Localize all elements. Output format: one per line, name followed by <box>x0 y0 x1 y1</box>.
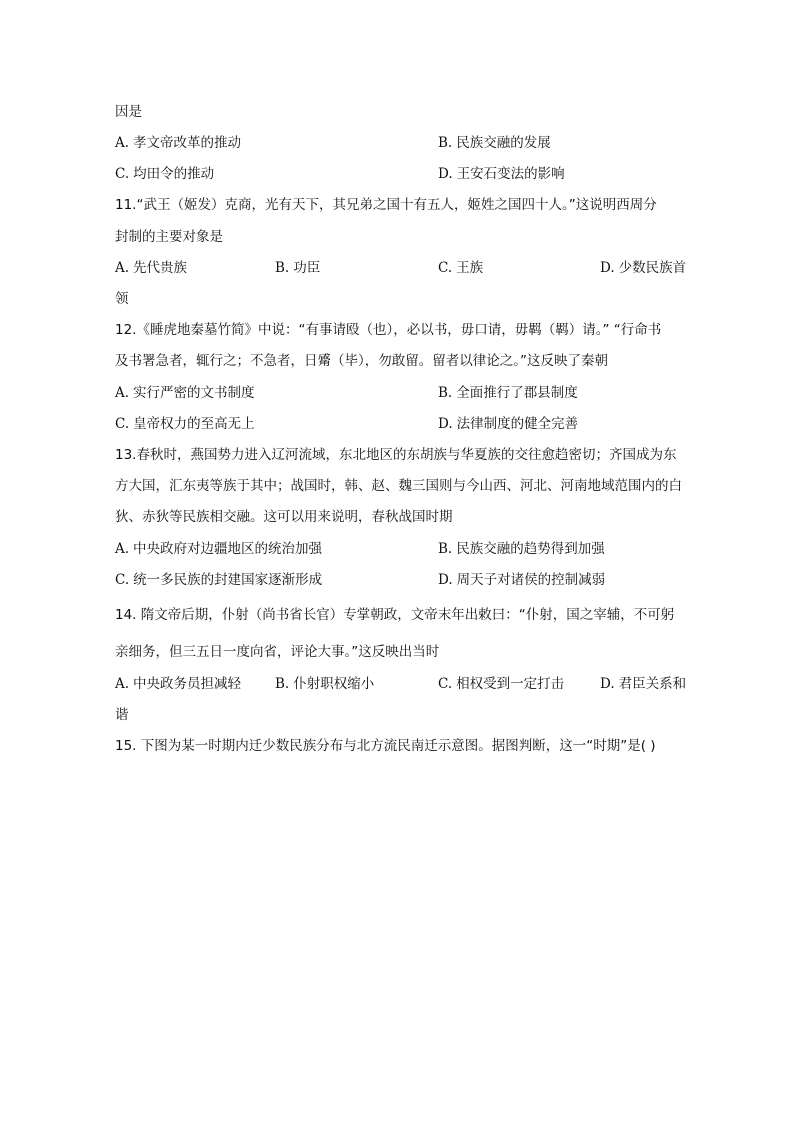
q14-option-a: A. 中央政务员担减轻 <box>115 676 242 692</box>
q12-option-c: C. 皇帝权力的至高无上 <box>115 416 255 432</box>
q13-option-b: B. 民族交融的趋势得到加强 <box>438 541 605 557</box>
q13-option-d: D. 周天子对诸侯的控制减弱 <box>438 572 606 588</box>
q14-stem-line1: 14. 隋文帝后期，仆射（尚书省长官）专掌朝政，文帝末年出敕曰：“仆射，国之宰辅，不可躬 <box>115 607 675 623</box>
q14-stem-line2: 亲细务，但三五日一度向省，评论大事。”这反映出当时 <box>115 644 440 660</box>
q12-option-b: B. 全面推行了郡县制度 <box>438 385 578 401</box>
q13-option-a: A. 中央政府对边疆地区的统治加强 <box>115 541 323 557</box>
q15-stem-line1: 15. 下图为某一时期内迁少数民族分布与北方流民南迁示意图。据图判断，这一“时期”是( ) <box>115 738 656 754</box>
q11-option-d-wrap: 领 <box>115 291 129 307</box>
q10-option-a: A. 孝文帝改革的推动 <box>115 135 242 151</box>
q11-stem-line1: 11.“武王（姬发）克商，光有天下，其兄弟之国十有五人，姬姓之国四十人。”这说明西周分 <box>115 197 657 213</box>
q12-option-a: A. 实行严密的文书制度 <box>115 385 255 401</box>
q10-option-b: B. 民族交融的发展 <box>438 135 551 151</box>
q11-option-a: A. 先代贵族 <box>115 260 188 276</box>
q13-stem-line2: 方大国，汇东夷等族于其中；战国时，韩、赵、魏三国则与今山西、河北、河南地域范围内的白 <box>115 478 682 494</box>
q11-option-c: C. 王族 <box>438 260 484 276</box>
q14-option-d: D. 君臣关系和 <box>600 676 687 692</box>
q14-option-b: B. 仆射职权缩小 <box>275 676 375 692</box>
q11-stem-line2: 封制的主要对象是 <box>115 229 223 245</box>
q11-option-b: B. 功臣 <box>275 260 321 276</box>
q11-option-d: D. 少数民族首 <box>600 260 687 276</box>
q12-stem-line1: 12.《睡虎地秦墓竹简》中说：“有事请殴（也），必以书，毋口请，毋羁（羁）请。” “行命书 <box>115 322 662 338</box>
q14-option-d-wrap: 谐 <box>115 707 129 723</box>
q12-stem-line2: 及书署急者，辄行之；不急者，日觱（毕），勿敢留。留者以律论之。”这反映了秦朝 <box>115 353 608 369</box>
q13-stem-line1: 13.春秋时，燕国势力进入辽河流域，东北地区的东胡族与华夏族的交往愈趋密切；齐国成为东 <box>115 447 677 463</box>
q14-option-c: C. 相权受到一定打击 <box>438 676 565 692</box>
q13-option-c: C. 统一多民族的封建国家逐渐形成 <box>115 572 323 588</box>
q12-option-d: D. 法律制度的健全完善 <box>438 416 579 432</box>
q10-option-d: D. 王安石变法的影响 <box>438 166 565 182</box>
q13-stem-line3: 狄、赤狄等民族相交融。这可以用来说明，春秋战国时期 <box>115 509 453 525</box>
q10-option-c: C. 均田令的推动 <box>115 166 215 182</box>
q10-stem-tail: 因是 <box>115 104 142 120</box>
